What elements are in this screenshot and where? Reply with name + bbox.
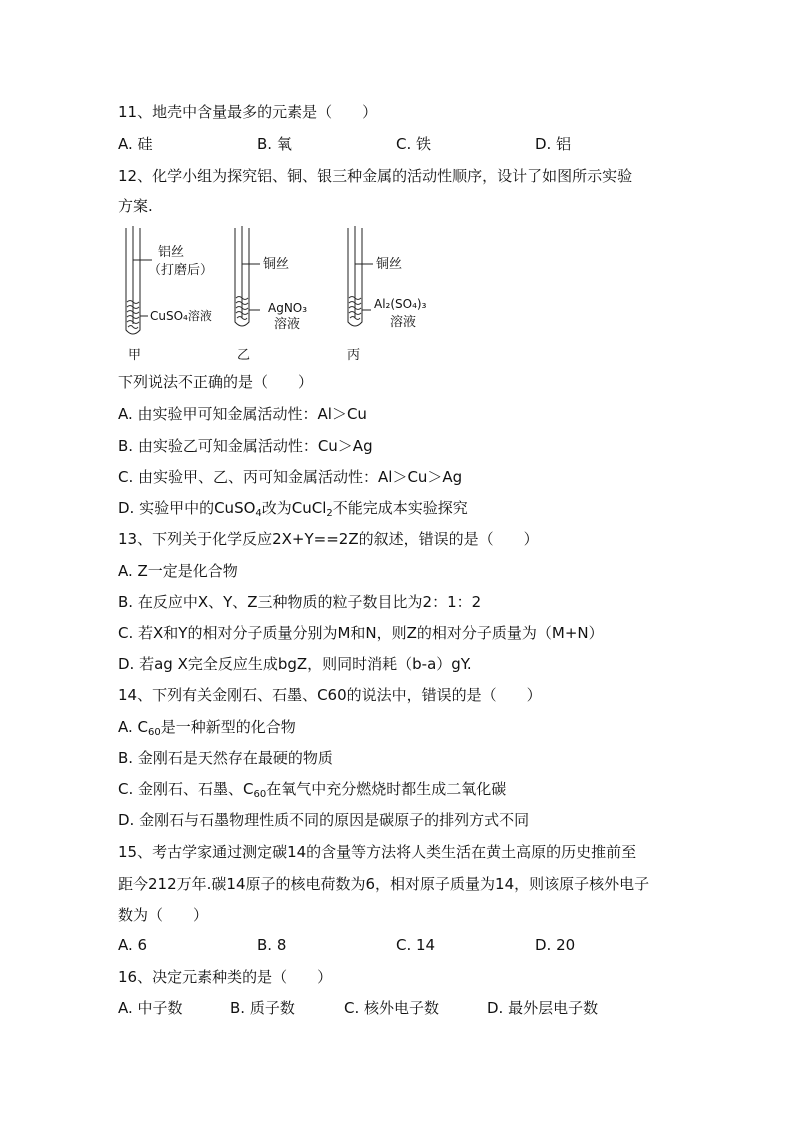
q13-option-b: B. 在反应中X、Y、Z三种物质的粒子数目比为2：1：2: [118, 593, 482, 611]
q11-option-b: B. 氧: [257, 135, 292, 153]
q16-option-c: C. 核外电子数: [344, 999, 440, 1017]
label-aluminum-wire: 铝丝: [158, 245, 185, 260]
q16-option-a: A. 中子数: [118, 999, 183, 1017]
q14-option-c: C. 金刚石、石墨、$C_{60}$在氧气中充分燃烧时都生成二氧化碳: [118, 780, 507, 800]
q14-stem: 14、下列有关金刚石、石墨、C60的说法中，错误的是（ ）: [118, 686, 542, 704]
q12-stem-line2: 方案.: [118, 197, 153, 215]
label-polished: （打磨后）: [148, 263, 214, 278]
q15-line1: 15、考古学家通过测定碳14的含量等方法将人类生活在黄土高原的历史推前至: [118, 843, 637, 861]
label-bing: 丙: [347, 348, 361, 363]
test-tube-jia: [126, 226, 152, 334]
q15-line3: 数为（ ）: [118, 906, 209, 924]
q14-option-b: B. 金刚石是天然存在最硬的物质: [118, 749, 333, 767]
label-solution-yi: 溶液: [274, 317, 301, 332]
label-cuso4-solution: CuSO₄溶液: [150, 309, 212, 323]
q15-option-a: A. 6: [118, 936, 148, 954]
label-solution-bing: 溶液: [390, 315, 417, 330]
q13-option-c: C. 若X和Y的相对分子质量分别为M和N，则Z的相对分子质量为（M+N）: [118, 624, 604, 642]
experiment-figure: [118, 222, 438, 371]
test-tube-yi: [235, 226, 260, 326]
q16-option-d: D. 最外层电子数: [487, 999, 599, 1017]
q11-option-c: C. 铁: [396, 135, 432, 153]
q11-stem: 11、地壳中含量最多的元素是（ ）: [118, 103, 378, 121]
test-tube-bing: [348, 226, 373, 326]
q16-stem: 16、决定元素种类的是（ ）: [118, 968, 333, 986]
q15-option-c: C. 14: [396, 936, 436, 954]
q16-option-b: B. 质子数: [230, 999, 295, 1017]
q15-option-d: D. 20: [535, 936, 576, 954]
label-copper-wire-yi: 铜丝: [263, 257, 290, 272]
q13-option-d: D. 若ag X完全反应生成bgZ，则同时消耗（b-a）gY.: [118, 655, 472, 673]
q15-line2: 距今212万年.碳14原子的核电荷数为6，相对原子质量为14，则该原子核外电子: [118, 875, 650, 893]
q12-stem-line1: 12、化学小组为探究铝、铜、银三种金属的活动性顺序，设计了如图所示实验: [118, 167, 633, 185]
q12-option-a: A. 由实验甲可知金属活动性：Al＞Cu: [118, 405, 367, 423]
label-yi: 乙: [237, 348, 251, 363]
q12-question: 下列说法不正确的是（ ）: [118, 373, 314, 391]
q12-option-b: B. 由实验乙可知金属活动性：Cu＞Ag: [118, 437, 373, 455]
q15-option-b: B. 8: [257, 936, 287, 954]
q13-stem: 13、下列关于化学反应2X+Y==2Z的叙述，错误的是（ ）: [118, 530, 539, 548]
q13-option-a: A. Z一定是化合物: [118, 562, 238, 580]
label-al2so43: Al₂(SO₄)₃: [374, 297, 427, 311]
q12-option-d: D. 实验甲中的CuSO$_4$改为CuCl$_2$不能完成本实验探究: [118, 499, 468, 519]
q11-option-d: D. 铝: [535, 135, 572, 153]
test-tubes-diagram: [118, 222, 438, 367]
q14-option-d: D. 金刚石与石墨物理性质不同的原因是碳原子的排列方式不同: [118, 811, 530, 829]
label-jia: 甲: [128, 348, 142, 363]
q11-option-a: A. 硅: [118, 135, 153, 153]
q12-option-c: C. 由实验甲、乙、丙可知金属活动性：Al＞Cu＞Ag: [118, 468, 463, 486]
label-copper-wire-bing: 铜丝: [376, 257, 403, 272]
label-agno3: AgNO₃: [268, 301, 308, 315]
q14-option-a: A. $C_{60}$是一种新型的化合物: [118, 718, 296, 738]
